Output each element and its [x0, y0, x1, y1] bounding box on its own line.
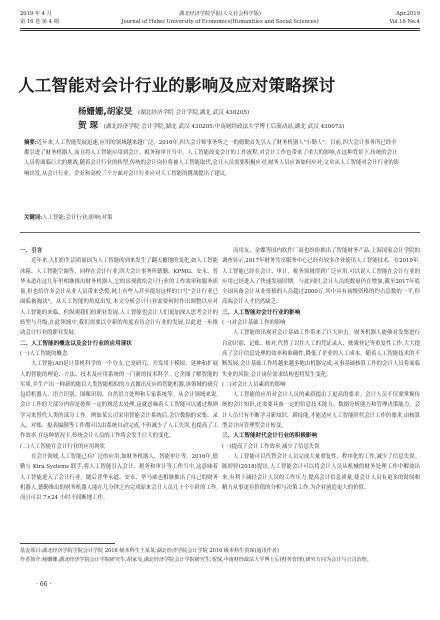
- section-heading: 三、人工智能对会计行业的影响: [222, 309, 301, 316]
- header-journal-cn: 湖北经济学院学报(人文社会科学版): [179, 11, 261, 17]
- author-affil-2: (湖北经济学院 会计学院,湖北 武汉 430205;中南财经政法大学博士后流动站,湖北 武汉 430073): [103, 124, 345, 130]
- author-names-1: 杨姗姗,胡家旻: [78, 107, 133, 117]
- header-rule-thin: [20, 30, 420, 31]
- body-right-column: [222, 246, 420, 540]
- section-heading: (二)对会计人员素质的影响: [222, 381, 286, 388]
- footnote-rule: [20, 543, 115, 544]
- body-paragraph: 近年来,人们的生活质量因为人工智能的到来发生了翻天覆地的变化,如人工智能冰箱、人工智能空调等。同样在会计行业,四大会计事务所德勤、KPMG、安永、普华永道在这几年里相继推出财务机器人,它的出现就给会计行业的工作效率和服务质量,但也给许多会计从业人员带来恐慌,网上有些人甚至提出这样的口号"会计行业已面临被淘汰"。从人工智能的角度出发,本文分析会计行业需要何时作出调整以应对人工智能的来临。但纵观我们的职业发展,人工智能也会让人们更加深入思考会计的转型与升级,在此领域中,我们需要以全新的角度看待会计行业的发展,以此进一步推动会计行业的职业发展。: [20, 258, 218, 337]
- body-paragraph: 人工智能的应用对会计人员的素质提出了更高的要求。会计人员不仅要掌握传统的会计知识,还需要具备一定的信息技术能力、数据分析能力和管理决策能力。会计人员只有不断学习新知识、新技能,才能适应人工智能时代会计工作的要求,由核算型会计向管理型会计转变。: [222, 392, 420, 430]
- body-left-column: [20, 246, 218, 540]
- abstract-rule: [20, 232, 420, 233]
- section-heading: 二、人工智能的概念以及会计行业的应用现状: [20, 340, 132, 347]
- header-journal-en: Journal of Hubei University of Economics(Humanities and Social Sciences): [121, 19, 319, 25]
- footnote: [20, 547, 420, 566]
- section-heading: (二)人工智能在会计行业的应用现状: [20, 443, 106, 450]
- section-heading: (一)对会计基础工作的影响: [222, 320, 286, 327]
- body-paragraph: 人工智能可以代替会计人员完成大量重复性、程序化的工作,减少了信息失误。陈婷婷(2018)提出,人工智能会计可以将会计人员从机械的财务处理工作中解放出来,有利于减轻会计人员的工作压力,提高会计信息质量,使会计人员有更多的时间和精力从事更有价值的分析与决策工作,为企业创造更大的价值。: [222, 453, 420, 491]
- section-heading: 三、人工智能时代会计行业的积极影响: [222, 433, 318, 440]
- keywords-label: 关键词:: [24, 215, 43, 221]
- abstract: [24, 138, 400, 211]
- body-paragraph: 人工智能的出现对会计基础工作带来了巨大冲击。财务机器人能够对发票进行自动识别、记账、核对,代替了以往人工的凭证录入、账簿登记等重复性工作,大大提高了会计信息处理的效率和准确性,降低了企业的人工成本。随着人工智能技术的不断发展,会计基础工作将越来越多地由机器完成,从事基础核算工作的会计人员将面临失业的风险,会计岗位需求结构也将发生变化。: [222, 330, 420, 378]
- header-volume-en: Vol.16 No.4: [389, 19, 420, 25]
- section-heading: 一、引言: [20, 248, 43, 254]
- keywords: [24, 213, 400, 223]
- footnote-fund: 基金项目:湖北经济学院学院会计学院 2016 级本科生王某某;湖北经济学院会计学院 2016 级本科生贺琛(通讯作者): [20, 548, 279, 554]
- footnote-bio: 作者简介:杨姗姗,湖北经济学院会计学院研究生;胡家旻,湖北经济学院会计学院研究生;贺琛,中南财经政法大学博士后(财务管理),研究方向为会计与公司治理。: [20, 557, 372, 564]
- section-heading: (一)人工智能的概念: [20, 350, 68, 357]
- page-number: · 66 ·: [36, 581, 52, 588]
- author-names-2: 贺 琛: [78, 121, 98, 131]
- body-paragraph: 在会计领域,人工智能已有广泛的应用,如财务机器人、智能审计等。2016年,德勤与 Kira Systems 联手,将人工智能引入会计、税务和审计等工作当中,这意味着人工智能进入了会计行业。随后普华永道、安永、毕马威也相继推出了自己的财务机器人,德勤推出的财务机器人能在几分钟之内完成原来会计人员几十个小时的工作,而且可以 7×24 小时不间断地工作。: [20, 453, 218, 502]
- author-affil-1: (湖北经济学院 会计学院,湖北 武汉 430205): [138, 110, 250, 116]
- author-line-1: [78, 105, 249, 117]
- keywords-text: 人工智能;会计行业;影响;对策: [42, 215, 113, 221]
- abstract-text: 近年来,人工智能发展迅速,应用的领域越来越广泛。2016年,四大会计师事务所之一的德勤首先引入了财务机器人"小勤人"。目前,四大会计事务所已经全都引进了财务机器人,而且将人工智能应用到会计、税务和审计当中。人工智能改变会计的工作流程,对会计工作也带来了重大的影响,在这种背景下,传统的会计人员将面临巨大的挑战,随着会计行业的转型,传统的会计岗位将被人工智能取代,会计人员需要积极应对,财务人员应该如何应对,文章从人工智能对会计行业的影响出发,从会计行业、企业和高校三个方面对会计行业应对人工智能的挑战提出了建议。: [24, 140, 400, 177]
- paper-title: 人工智能对会计行业的影响及应对策略探讨: [18, 76, 336, 95]
- body-paragraph: 人工智能(AI)是计算机科学的一个分支,它是研究、开发用于模拟、延伸和扩展人的智能的理论、方法、技术及应用系统的一门新的技术科学。它企图了解智能的实质,并生产出一种新的能以人类智能相似的方式做出反应的智能机器,该领域的研究包括机器人、语言识别、图像识别、自然语言处理和专家系统等。从会计领域来说,会计工作的大部分内容是按照一定的规范去处理,这就意味着人工智能可以通过规则学习来替代人类的部分工作。例如某公司采用智能会计系统后,会计数据的采集、录入、对账、报表编制等工作都可以由系统自动完成,不但减少了人工失误,也提高了工作效率,在这种情况下,传统会计人员的工作将会发生巨大的变化。: [20, 361, 218, 440]
- header-rule: [20, 28, 420, 29]
- body-paragraph: 而用友、金蝶等国内软件厂商也纷纷推出了智能财务产品,上海国家会计学院的调查显示,2017年财务共享服务中心已经有较多企业使用人工智能技术。在2019年,人工智能已经在会计、审计、税务领域得到广泛应用,可以说人工智能在会计行业的应用已经进入了快速发展时期。与此同时,会计人员的数量仍在增加,截至2017年底全国具备会计从业资格的人员超过2000万,其中具有初级资格的约占总数的一半,但高端会计人才仍然缺乏。: [222, 248, 420, 306]
- section-heading: (一)提高了会计工作效率,减少了信息失误: [222, 443, 320, 450]
- header-date: Apr.2019: [396, 11, 420, 17]
- abstract-label: 摘要:: [24, 140, 37, 146]
- author-line-2: [78, 119, 344, 131]
- header-year-issue: 2019 年 4 月: [20, 11, 52, 17]
- header-volume-cn: 第 16 卷 第 4 期: [20, 19, 59, 25]
